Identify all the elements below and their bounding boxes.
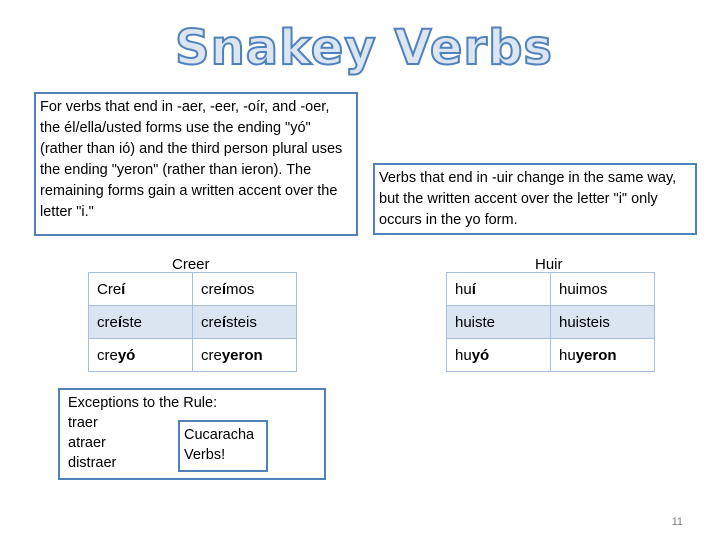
- table-row: [447, 306, 655, 339]
- creer-caption: Creer: [172, 256, 210, 273]
- table-cell: creyeron: [193, 339, 297, 372]
- table-row: [89, 273, 297, 306]
- exception-verb: traer: [68, 415, 98, 431]
- huir-conjugation-table: [446, 272, 655, 372]
- table-row: [89, 306, 297, 339]
- table-cell: huyeron: [551, 339, 655, 372]
- uir-note-box: [373, 163, 697, 235]
- page-number: 11: [671, 516, 683, 528]
- table-cell: huyó: [447, 339, 551, 372]
- exception-verb: atraer: [68, 435, 106, 451]
- table-cell: huí: [447, 273, 551, 306]
- slide-title: Snakey Verbs: [175, 20, 553, 76]
- rule-note-box: [34, 92, 358, 236]
- cucaracha-box: [178, 420, 268, 472]
- table-cell: creísteis: [193, 306, 297, 339]
- exceptions-heading: Exceptions to the Rule:: [68, 395, 218, 411]
- cucaracha-line: Cucaracha: [184, 427, 255, 443]
- table-cell: creímos: [193, 273, 297, 306]
- table-cell: huimos: [551, 273, 655, 306]
- table-cell: huisteis: [551, 306, 655, 339]
- huir-caption: Huir: [535, 256, 563, 273]
- uir-note-text: Verbs that end in -uir change in the same way, but the written accent over the letter "i" only occurs in the yo form.: [379, 170, 677, 228]
- table-cell: huiste: [447, 306, 551, 339]
- table-cell: creíste: [89, 306, 193, 339]
- rule-note-text: For verbs that end in -aer, -eer, -oír, and -oer, the él/ella/usted forms use the ending "yó" (rather than ió) and the third person plural uses the ending "yeron" (rather than ieron). The remaining forms gain a written accent over the letter "i.": [40, 99, 343, 220]
- cucaracha-line: Verbs!: [184, 447, 226, 463]
- table-cell: Creí: [89, 273, 193, 306]
- table-cell: creyó: [89, 339, 193, 372]
- exception-verb: distraer: [68, 455, 117, 471]
- table-row: [447, 273, 655, 306]
- table-row: [447, 339, 655, 372]
- creer-conjugation-table: [88, 272, 297, 372]
- table-row: [89, 339, 297, 372]
